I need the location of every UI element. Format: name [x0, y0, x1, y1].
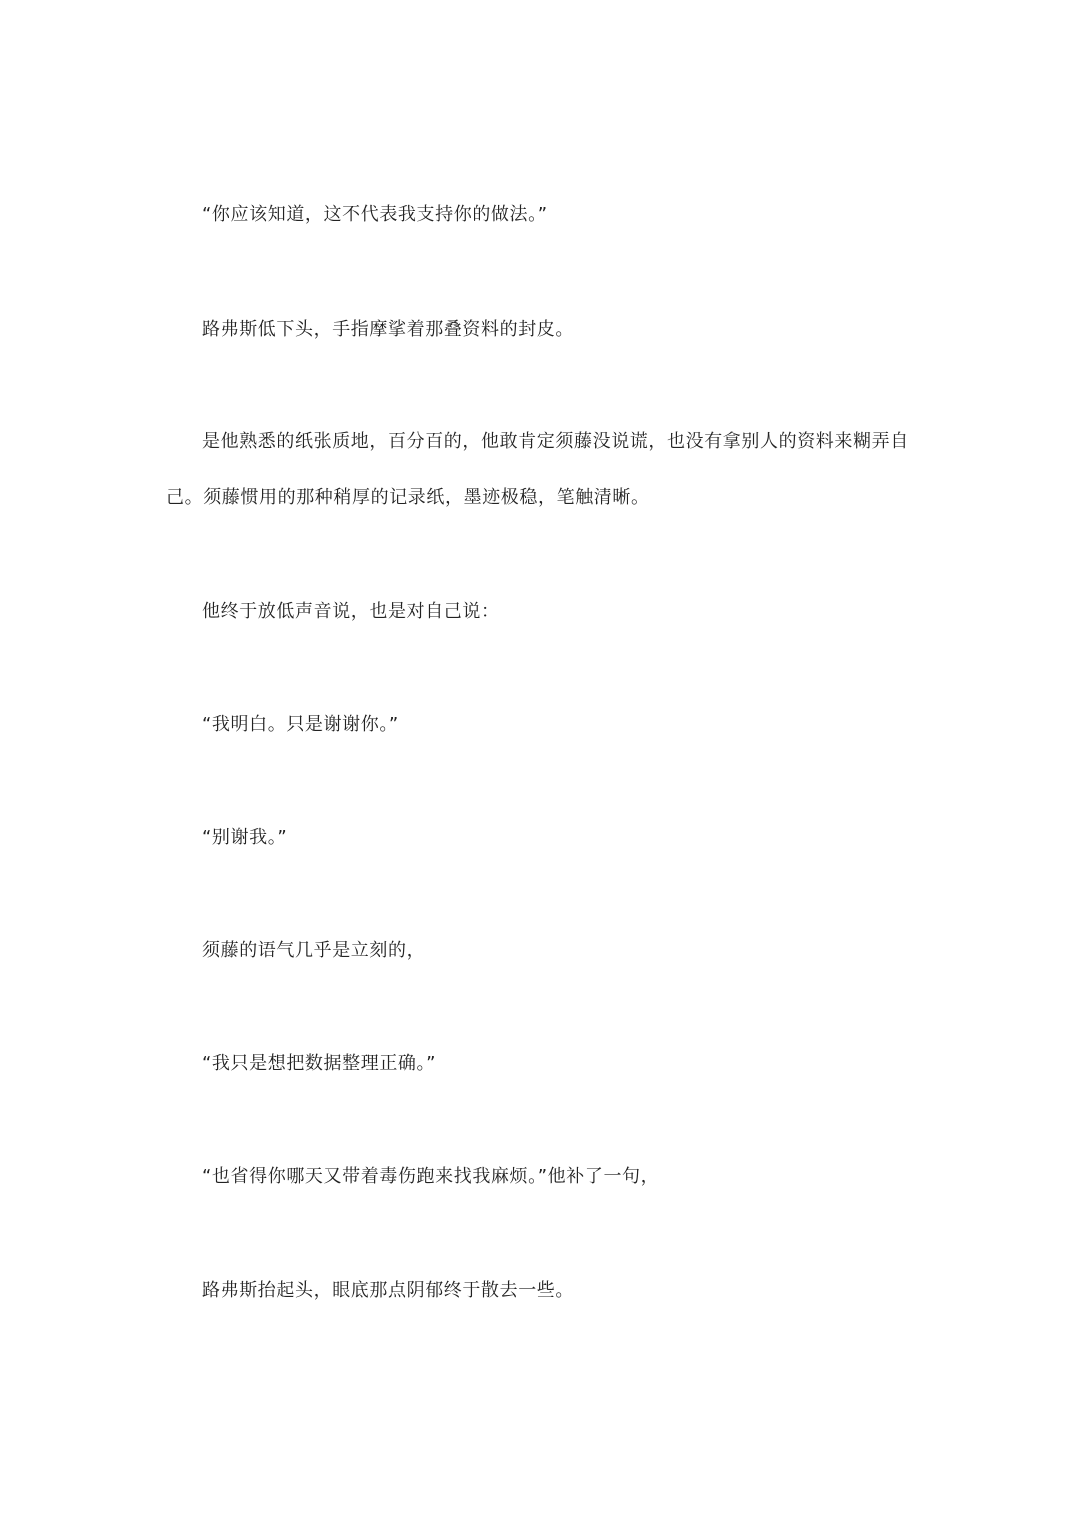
paragraph-1: “你应该知道，这不代表我支持你的做法。”	[202, 204, 548, 225]
paragraph-2: 路弗斯低下头，手指摩挲着那叠资料的封皮。	[202, 319, 574, 340]
paragraph-6: “别谢我。”	[202, 827, 288, 848]
paragraph-3: 是他熟悉的纸张质地，百分百的，他敢肯定须藤没说谎，也没有拿别人的资料来糊弄自己。须藤惯用的那种稍厚的记录纸，墨迹极稳，笔触清晰。	[166, 431, 909, 508]
paragraph-4: 他终于放低声音说，也是对自己说：	[202, 601, 500, 622]
paragraph-7: 须藤的语气几乎是立刻的，	[202, 940, 426, 961]
paragraph-9: “也省得你哪天又带着毒伤跑来找我麻烦。”他补了一句，	[202, 1166, 660, 1187]
paragraph-8: “我只是想把数据整理正确。”	[202, 1053, 437, 1074]
paragraph-5: “我明白。只是谢谢你。”	[202, 714, 399, 735]
paragraph-10: 路弗斯抬起头，眼底那点阴郁终于散去一些。	[202, 1280, 574, 1301]
